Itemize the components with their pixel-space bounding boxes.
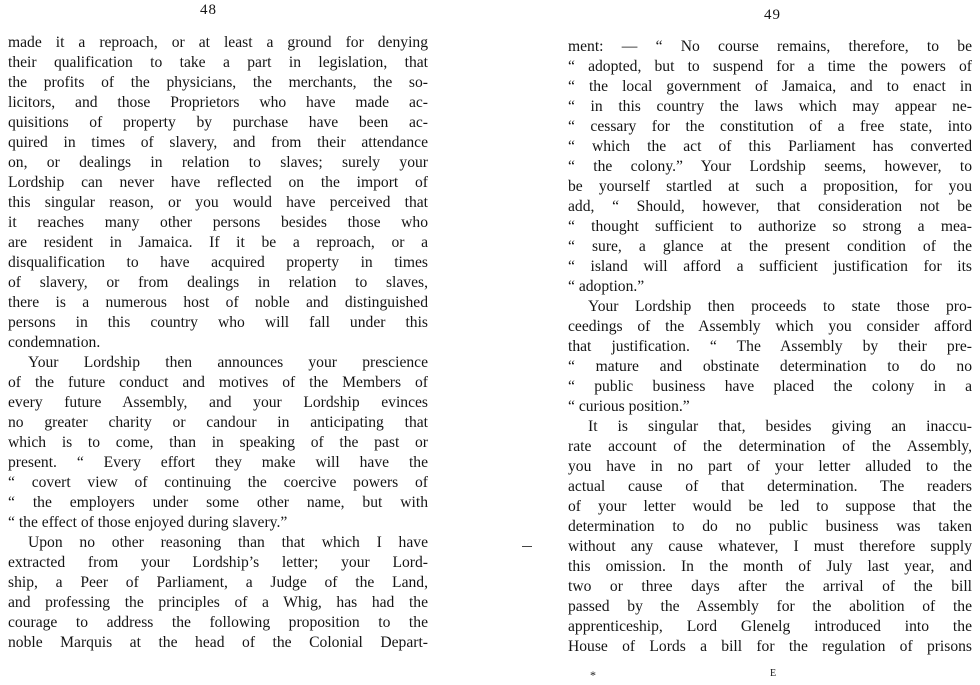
text-line: “ sure, a glance at the present condition of the: [568, 238, 972, 255]
text-line: and professing the principles of a Whig, has had the: [8, 594, 428, 611]
text-line: “ which the act of this Parliament has converted: [568, 138, 972, 155]
text-line: House of Lords a bill for the regulation of prisons: [568, 638, 972, 655]
text-line: you have in no part of your letter alluded to the: [568, 458, 972, 475]
text-line: “ the employers under some other name, but with: [8, 494, 428, 511]
text-line: which is to come, than in speaking of the past or: [8, 434, 428, 451]
text-line: “ curious position.”: [568, 398, 690, 415]
text-line: on, or dealings in relation to slaves; surely your: [8, 154, 428, 171]
text-line: disqualification to have acquired property in times: [8, 254, 428, 271]
text-line: Lordship can never have reflected on the import of: [8, 174, 428, 191]
text-line: add, “ Should, however, that consideration not be: [568, 198, 972, 215]
text-line: every future Assembly, and your Lordship evinces: [8, 394, 428, 411]
text-line: It is singular that, besides giving an inaccu-: [588, 418, 972, 435]
right-page-text: [568, 37, 972, 657]
text-line: “ public business have placed the colony in a: [568, 378, 972, 395]
text-line: licitors, and those Proprietors who have made ac-: [8, 94, 428, 111]
text-line: “ the effect of those enjoyed during slavery.”: [8, 514, 288, 531]
text-line: quired in times of slavery, and from their attendance: [8, 134, 428, 151]
text-line: without any cause whatever, I must therefore supply: [568, 538, 972, 555]
text-line: “ adopted, but to suspend for a time the powers of: [568, 58, 972, 75]
text-line: of your letter would be led to suppose that the: [568, 498, 972, 515]
text-line: “ covert view of continuing the coercive powers of: [8, 474, 428, 491]
text-line: “ thought sufficient to authorize so strong a mea-: [568, 218, 972, 235]
signature-mark: E: [770, 668, 777, 679]
text-line: Upon no other reasoning than that which I have: [28, 534, 428, 551]
text-line: of slavery, or from dealings in relation to slaves,: [8, 274, 428, 291]
left-page-text: [8, 33, 428, 653]
text-line: there is a numerous host of noble and distinguished: [8, 294, 428, 311]
right-page: [530, 0, 980, 685]
text-line: this omission. In the month of July last year, and: [568, 558, 972, 575]
text-line: the profits of the physicians, the merchants, the so-: [8, 74, 428, 91]
text-line: that justification. “ The Assembly by their pre-: [568, 338, 972, 355]
text-line: actual cause of that determination. The readers: [568, 478, 972, 495]
text-line: persons in this country who will fall under this: [8, 314, 428, 331]
text-line: two or three days after the arrival of the bill: [568, 578, 972, 595]
text-line: courage to address the following proposition to the: [8, 614, 428, 631]
text-line: of the future conduct and motives of the Members of: [8, 374, 428, 391]
text-line: “ island will afford a sufficient justification for its: [568, 258, 972, 275]
text-line: determination to do no public business was taken: [568, 518, 972, 535]
text-line: Your Lordship then announces your prescience: [28, 354, 428, 371]
text-line: rate account of the determination of the Assembly,: [568, 438, 972, 455]
text-line: present. “ Every effort they make will have the: [8, 454, 428, 471]
left-page: [0, 0, 462, 685]
text-line: “ adoption.”: [568, 278, 645, 295]
text-line: ship, a Peer of Parliament, a Judge of the Land,: [8, 574, 428, 591]
text-line: be yourself startled at such a proposition, for you: [568, 178, 972, 195]
text-line: this singular reason, or you would have perceived that: [8, 194, 428, 211]
text-line: passed by the Assembly for the abolition of the: [568, 598, 972, 615]
right-page-number: 49: [764, 7, 781, 23]
text-line: are resident in Jamaica. If it be a reproach, or a: [8, 234, 428, 251]
footer-asterisk: *: [590, 668, 596, 682]
text-line: no greater charity or candour in anticipating that: [8, 414, 428, 431]
text-line: extracted from your Lordship’s letter; your Lord-: [8, 554, 428, 571]
text-line: ceedings of the Assembly which you consider afford: [568, 318, 972, 335]
text-line: quisitions of property by purchase have been ac-: [8, 114, 428, 131]
text-line: their qualification to take a part in legislation, that: [8, 54, 428, 71]
text-line: ment: — “ No course remains, therefore, to be: [568, 38, 972, 55]
text-line: “ cessary for the constitution of a free state, into: [568, 118, 972, 135]
text-line: Your Lordship then proceeds to state those pro-: [588, 298, 972, 315]
text-line: apprenticeship, Lord Glenelg introduced into the: [568, 618, 972, 635]
text-line: “ the colony.” Your Lordship seems, however, to: [568, 158, 972, 175]
text-line: condemnation.: [8, 334, 101, 351]
text-line: “ mature and obstinate determination to do no: [568, 358, 972, 375]
text-line: noble Marquis at the head of the Colonial Depart-: [8, 634, 428, 651]
text-line: “ the local government of Jamaica, and to enact in: [568, 78, 972, 95]
text-line: “ in this country the laws which may appear ne-: [568, 98, 972, 115]
left-page-number: 48: [200, 2, 217, 18]
text-line: made it a reproach, or at least a ground for denying: [8, 34, 428, 51]
text-line: it reaches many other persons besides those who: [8, 214, 428, 231]
